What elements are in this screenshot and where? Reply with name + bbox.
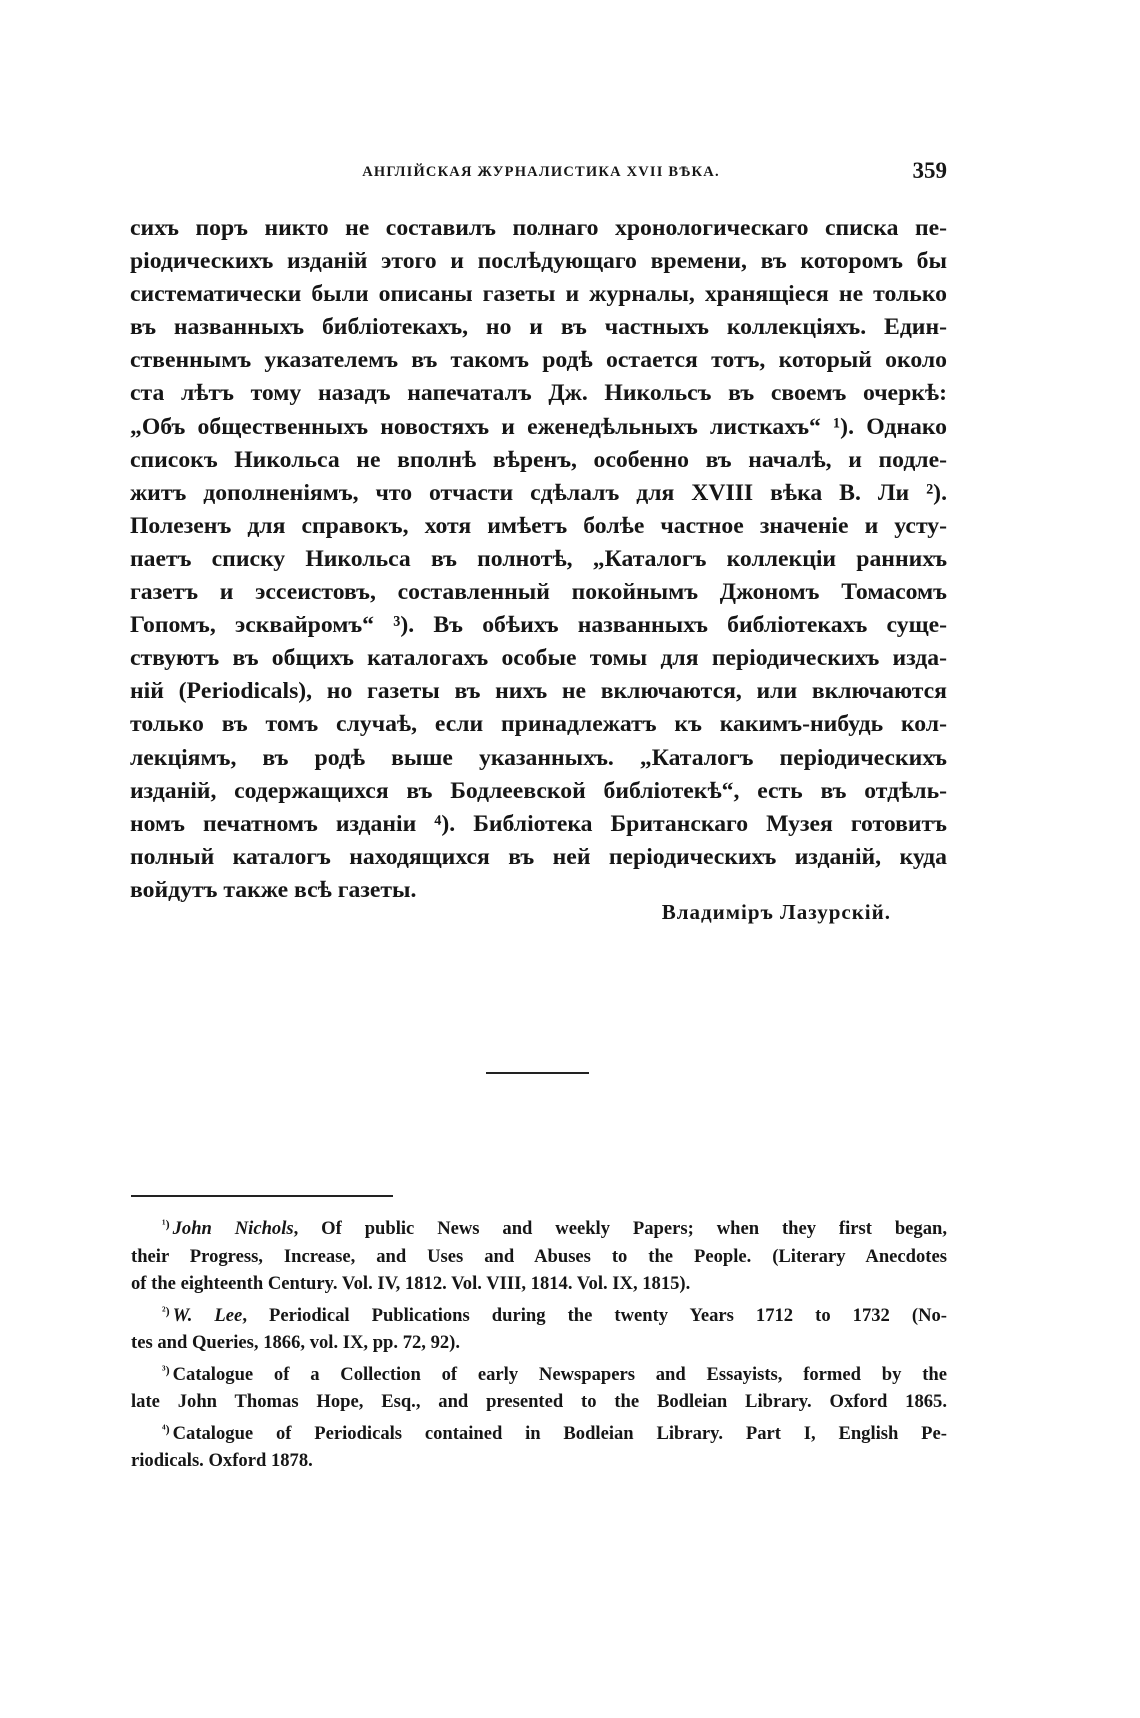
footnote-text: Catalogue of Periodicals contained in Bodleian Library. Part I, English Pe- bbox=[172, 1422, 947, 1444]
section-end-rule bbox=[486, 1072, 589, 1074]
footnote-author: John Nichols bbox=[172, 1218, 294, 1239]
footnote-line: tes and Queries, 1866, vol. IX, pp. 72, 92). bbox=[131, 1332, 461, 1353]
body-line: сихъ поръ никто не составилъ полнаго хронологическаго списка пе- bbox=[130, 215, 947, 241]
body-line: номъ печатномъ изданіи ⁴). Библіотека Британскаго Музея готовитъ bbox=[130, 810, 947, 837]
body-line: паетъ списку Никольса въ полнотѣ, „Каталогъ коллекціи раннихъ bbox=[130, 545, 947, 572]
footnote-marker: ²) bbox=[162, 1303, 170, 1318]
footnote-text: , Periodical Publications during the twenty Years 1712 to 1732 (No- bbox=[242, 1304, 947, 1326]
footnote-2 bbox=[131, 1298, 947, 1357]
footnote-line bbox=[131, 1357, 947, 1389]
running-title: АНГЛІЙСКАЯ ЖУРНАЛИСТИКА XVII ВѢКА. bbox=[362, 164, 720, 180]
body-line: ствуютъ въ общихъ каталогахъ особые томы для періодическихъ изда- bbox=[130, 645, 947, 672]
author-signature: Владиміръ Лазурскій. bbox=[661, 900, 891, 924]
footnote-4 bbox=[131, 1416, 947, 1475]
footnote-marker: ³) bbox=[162, 1362, 170, 1377]
footnotes bbox=[131, 1211, 947, 1475]
footnote-text: , Of public News and weekly Papers; when they first began, bbox=[293, 1218, 948, 1239]
body-line: ній (Periodicals), но газеты въ нихъ не включаются, или включаются bbox=[130, 678, 947, 705]
body-text bbox=[130, 212, 947, 907]
body-line: полный каталогъ находящихся въ ней періодическихъ изданій, куда bbox=[130, 843, 947, 870]
body-line: въ названныхъ библіотекахъ, но и въ частныхъ коллекціяхъ. Един- bbox=[130, 314, 947, 341]
body-line: ріодическихъ изданій этого и послѣдующаго времени, въ которомъ бы bbox=[130, 248, 947, 275]
footnote-3 bbox=[131, 1357, 947, 1416]
body-line: ственнымъ указателемъ въ такомъ родѣ остается тотъ, который около bbox=[130, 347, 947, 374]
body-line: войдутъ также всѣ газеты. bbox=[130, 876, 417, 903]
body-line: Полезенъ для справокъ, хотя имѣетъ болѣе частное значеніе и усту- bbox=[130, 512, 947, 539]
footnote-line: late John Thomas Hope, Esq., and presented to the Bodleian Library. Oxford 1865. bbox=[131, 1391, 947, 1412]
footnote-separator bbox=[131, 1195, 393, 1197]
footnote-marker: ¹) bbox=[162, 1217, 170, 1231]
body-line: житъ дополненіямъ, что отчасти сдѣлалъ для XVIII вѣка В. Ли ²). bbox=[130, 479, 947, 506]
body-line: „Объ общественныхъ новостяхъ и еженедѣльныхъ листкахъ“ ¹). Однако bbox=[130, 413, 947, 440]
footnote-line bbox=[131, 1298, 947, 1330]
footnote-line: of the eighteenth Century. Vol. IV, 1812. Vol. VIII, 1814. Vol. IX, 1815). bbox=[131, 1273, 691, 1294]
footnote-author: W. Lee bbox=[172, 1304, 243, 1326]
body-line: газетъ и эссеистовъ, составленный покойнымъ Джономъ Томасомъ bbox=[130, 579, 947, 606]
footnote-line bbox=[131, 1211, 947, 1243]
body-line: лекціямъ, въ родѣ выше указанныхъ. „Каталогъ періодическихъ bbox=[130, 744, 947, 771]
body-line: Гопомъ, эсквайромъ“ ³). Въ обѣихъ названныхъ библіотекахъ суще- bbox=[130, 612, 947, 639]
footnote-text: Catalogue of a Collection of early Newspapers and Essayists, formed by the bbox=[172, 1363, 947, 1385]
footnote-line: their Progress, Increase, and Uses and Abuses to the People. (Literary Anecdotes bbox=[131, 1245, 947, 1267]
page-header bbox=[135, 158, 947, 188]
body-line: списокъ Никольса не вполнѣ вѣренъ, особенно въ началѣ, и подле- bbox=[130, 446, 947, 473]
body-line: только въ томъ случаѣ, если принадлежатъ къ какимъ-нибудь кол- bbox=[130, 711, 947, 738]
footnote-line: riodicals. Oxford 1878. bbox=[131, 1450, 313, 1471]
page-number: 359 bbox=[912, 158, 947, 183]
body-line: изданій, содержащихся въ Бодлеевской библіотекѣ“, есть въ отдѣль- bbox=[130, 777, 947, 804]
footnote-1 bbox=[131, 1211, 947, 1298]
footnote-marker: ⁴) bbox=[162, 1421, 170, 1436]
body-line: систематически были описаны газеты и журналы, хранящіеся не только bbox=[130, 281, 947, 308]
footnote-line bbox=[131, 1416, 947, 1448]
body-line: ста лѣтъ тому назадъ напечаталъ Дж. Никольсъ въ своемъ очеркѣ: bbox=[130, 380, 947, 407]
